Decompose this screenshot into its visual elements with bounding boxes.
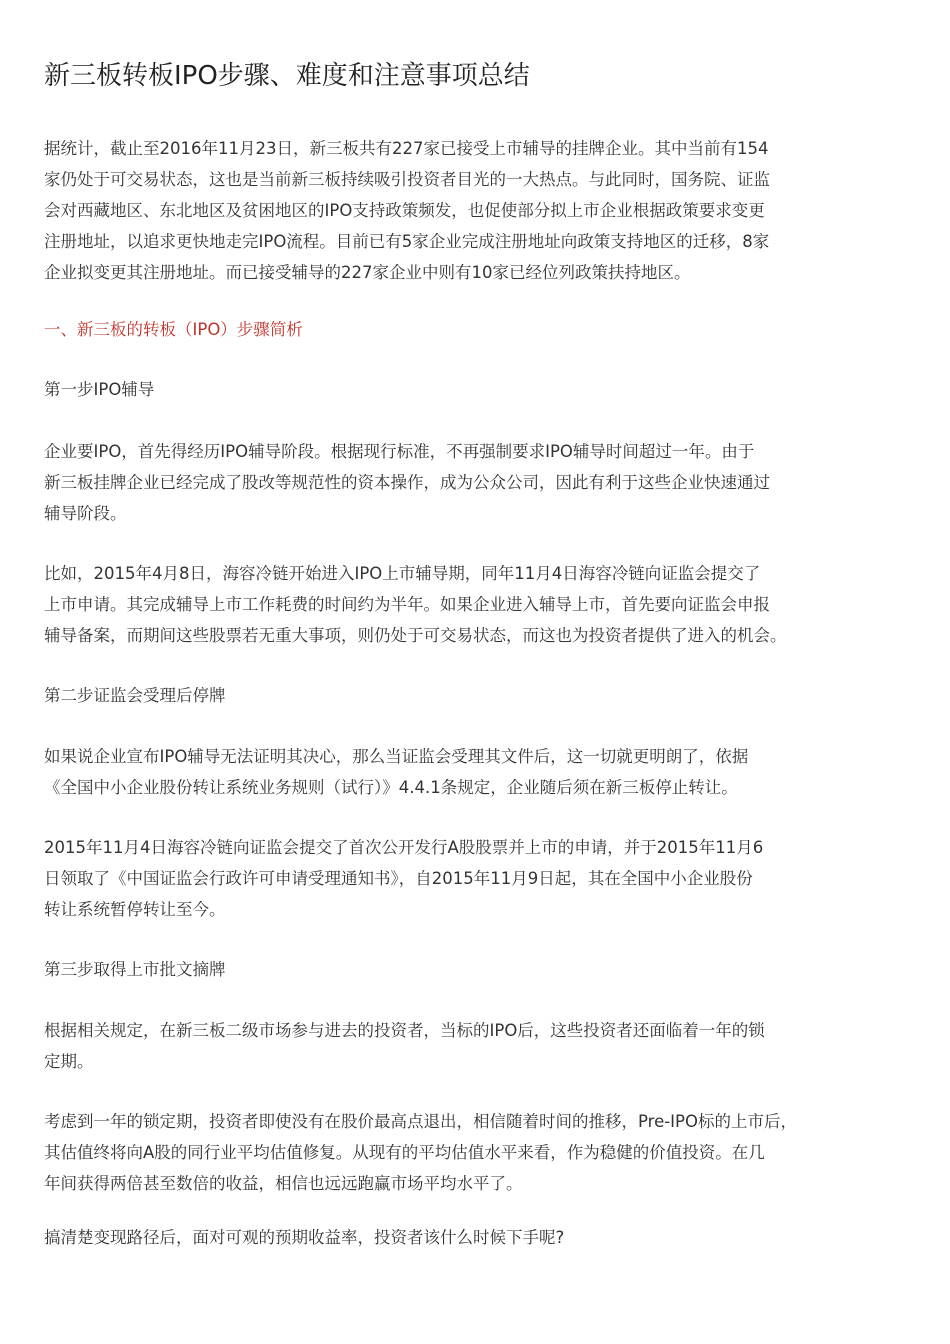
step1-paragraph-2 <box>44 558 910 651</box>
paragraph-line: 根据相关规定，在新三板二级市场参与进去的投资者，当标的IPO后，这些投资者还面临着一年的锁 <box>44 1021 765 1040</box>
intro-line: 企业拟变更其注册地址。而已接受辅导的227家企业中则有10家已经位列政策扶持地区。 <box>44 263 691 282</box>
article-title: 新三板转板IPO步骤、难度和注意事项总结 <box>44 61 530 91</box>
intro-line: 据统计，截止至2016年11月23日，新三板共有227家已接受上市辅导的挂牌企业。其中当前有154 <box>44 139 769 158</box>
paragraph-line: 企业要IPO，首先得经历IPO辅导阶段。根据现行标准，不再强制要求IPO辅导时间超过一年。由于 <box>44 442 755 461</box>
paragraph-line: 辅导备案，而期间这些股票若无重大事项，则仍处于可交易状态，而这也为投资者提供了进入的机会。 <box>44 626 787 645</box>
step1-title: 第一步IPO辅导 <box>44 380 155 399</box>
paragraph-line: 转让系统暂停转让至今。 <box>44 900 226 919</box>
closing-question: 搞清楚变现路径后，面对可观的预期收益率，投资者该什么时候下手呢? <box>44 1228 565 1247</box>
step1-paragraph-1 <box>44 436 910 529</box>
paragraph-line: 辅导阶段。 <box>44 504 127 523</box>
step2-paragraph-1 <box>44 741 910 803</box>
paragraph-line: 日领取了《中国证监会行政许可申请受理通知书》，自2015年11月9日起，其在全国中小企业股份 <box>44 869 753 888</box>
intro-line: 注册地址，以追求更快地走完IPO流程。目前已有5家企业完成注册地址向政策支持地区的迁移，8家 <box>44 232 770 251</box>
step2-paragraph-2 <box>44 832 910 925</box>
paragraph-line: 年间获得两倍甚至数倍的收益，相信也远远跑赢市场平均水平了。 <box>44 1174 523 1193</box>
paragraph-line: 《全国中小企业股份转让系统业务规则（试行）》4.4.1条规定，企业随后须在新三板停止转让。 <box>44 778 738 797</box>
paragraph-line: 如果说企业宣布IPO辅导无法证明其决心，那么当证监会受理其文件后，这一切就更明朗了，依据 <box>44 747 749 766</box>
paragraph-line: 上市申请。其完成辅导上市工作耗费的时间约为半年。如果企业进入辅导上市，首先要向证监会申报 <box>44 595 770 614</box>
intro-line: 会对西藏地区、东北地区及贫困地区的IPO支持政策频发，也促使部分拟上市企业根据政策要求变更 <box>44 201 765 220</box>
section1-heading: 一、新三板的转板（IPO）步骤简析 <box>44 320 303 339</box>
step2-title: 第二步证监会受理后停牌 <box>44 686 226 705</box>
step3-paragraph-2 <box>44 1106 910 1199</box>
step3-title: 第三步取得上市批文摘牌 <box>44 960 226 979</box>
paragraph-line: 新三板挂牌企业已经完成了股改等规范性的资本操作，成为公众公司，因此有利于这些企业快速通过 <box>44 473 770 492</box>
intro-paragraph <box>44 133 910 288</box>
paragraph-line: 比如，2015年4月8日，海容冷链开始进入IPO上市辅导期，同年11月4日海容冷链向证监会提交了 <box>44 564 761 583</box>
paragraph-line: 2015年11月4日海容冷链向证监会提交了首次公开发行A股股票并上市的申请，并于2015年11月6 <box>44 838 764 857</box>
paragraph-line: 其估值终将向A股的同行业平均估值修复。从现有的平均估值水平来看，作为稳健的价值投资。在几 <box>44 1143 765 1162</box>
paragraph-line: 考虑到一年的锁定期，投资者即使没有在股价最高点退出，相信随着时间的推移，Pre-IPO标的上市后， <box>44 1112 797 1131</box>
intro-line: 家仍处于可交易状态，这也是当前新三板持续吸引投资者目光的一大热点。与此同时，国务院、证监 <box>44 170 770 189</box>
step3-paragraph-1 <box>44 1015 910 1077</box>
paragraph-line: 定期。 <box>44 1052 94 1071</box>
